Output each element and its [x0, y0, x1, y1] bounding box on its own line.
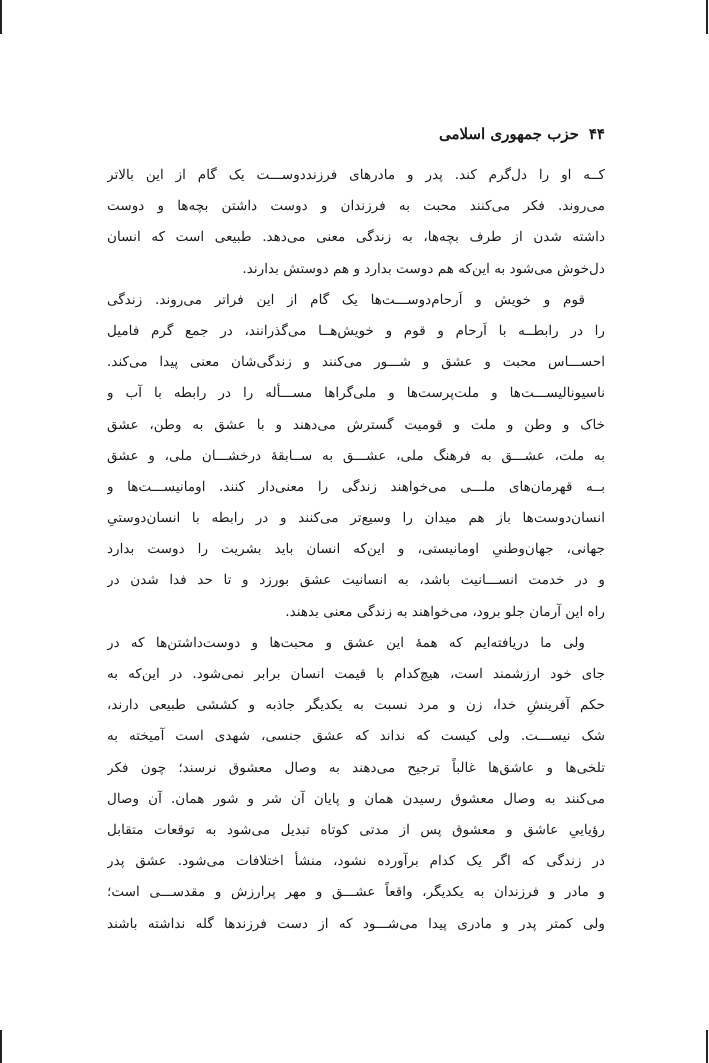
text-line: جهانی، جهان‌وطنیِ اومانیستی، و این‌که انسان باید بشریت را دوست بدارد — [107, 541, 605, 558]
text-line: راه این آرمان جلو برود، می‌خواهند به زندگی معنی بدهند. — [285, 603, 605, 620]
crop-mark-bottom-left-vertical — [0, 1030, 2, 1063]
text-line: بــه قهرمان‌های ملـــی می‌خواهند زندگی را معنی‌دار کنند. اومانیســـت‌ها و — [107, 478, 605, 495]
running-title: حزب جمهوری اسلامی — [438, 125, 579, 143]
text-line: ناسیونالیســـت‌ها و ملت‌پرست‌ها و ملی‌گراها مســـأله را در رابطه با آب و — [107, 385, 605, 402]
text-line: در زندگی که اگر یک کدام برآورده نشود، منشأ اختلافات می‌شود. عشق پدر — [107, 853, 605, 870]
text-line: انسان‌دوست‌ها باز هم میدان را وسیع‌تر می‌کنند و در رابطه با انسان‌دوستیِ — [107, 510, 605, 527]
text-line: می‌روند. فکر می‌کنند محبت به فرزندان و دوست داشتن بچه‌ها و دوست — [107, 198, 605, 215]
text-line: حکم آفرینشِ خدا، زن و مرد نسبت به یکدیگر جاذبه و کششی طبیعی دارند، — [107, 697, 605, 714]
crop-mark-top-right-vertical — [706, 0, 708, 34]
text-line: می‌کنند به وصال معشوق رسیدن همان و پایان آن شر و شور همان. آن وصال — [107, 790, 605, 807]
text-line: جای خود ارزشمند است، هیچ‌کدام با قیمت انسان برابر نمی‌شود. در این‌که به — [107, 666, 605, 682]
text-line: قوم و خویش و اَرحام‌دوســـت‌ها یک گام از این فراتر می‌روند. زندگی — [107, 291, 585, 308]
text-line: و مادر و فرزندان به یکدیگر، واقعاً عشـــق و مهر پرارزش و مقدســـی است؛ — [107, 884, 605, 901]
text-line: داشته شدن از طرف بچه‌ها، به زندگی معنی می‌دهد. طبیعی است که انسان — [107, 229, 605, 246]
text-line: شک نیســـت. ولی کیست که نداند که عشق جنسی، شهدی است آمیخته به — [107, 728, 605, 745]
body-text — [107, 160, 605, 940]
text-line: دل‌خوش می‌شود به این‌که هم دوست بدارد و هم دوستش بدارند. — [242, 260, 605, 277]
running-header — [107, 122, 605, 146]
text-line: تلخی‌ها و عاشق‌ها غالباً ترجیح می‌دهند به وصال معشوق نرسند؛ چون فکر — [107, 759, 605, 776]
text-line: را در رابطــه با اَرحام و قوم و خویش‌هــا می‌گذرانند، در جمع گرم فامیل — [107, 322, 605, 339]
crop-mark-bottom-right-vertical — [706, 1030, 708, 1063]
text-line: به ملت، عشـــق به فرهنگ ملی، عشـــق به ســابقهٔ درخشـــان ملی، و عشق — [107, 447, 605, 464]
text-line: ولی ما دریافته‌ایم که همهٔ این عشق و محبت‌ها و دوست‌داشتن‌ها که در — [107, 634, 585, 651]
text-line: ولی کمتر پدر و مادری پیدا می‌شـــود که از دست فرزندها گله نداشته باشند — [107, 915, 605, 932]
text-line: کــه او را دل‌گرم کند. پدر و مادرهای فرزنددوســـت یک گام از این بالاتر — [107, 167, 605, 183]
text-line: رؤیاییِ عاشق و معشوق پس از مدتی کوتاه تبدیل می‌شود به توقعات متقابل — [107, 821, 605, 838]
text-line: احســـاس محبت و عشق و شـــور می‌کنند و زندگی‌شان معنی پیدا می‌کند. — [107, 354, 605, 371]
text-line: و در خدمت انســـانیت باشد، به انسانیت عشق بورزد و تا حد فدا شدن در — [107, 572, 605, 589]
text-line: خاک و وطن و ملت و قومیت گسترش می‌دهند و با عشق به وطن، عشق — [107, 416, 605, 433]
crop-mark-top-left-vertical — [0, 0, 2, 34]
page-number: ۴۴ — [588, 125, 605, 143]
